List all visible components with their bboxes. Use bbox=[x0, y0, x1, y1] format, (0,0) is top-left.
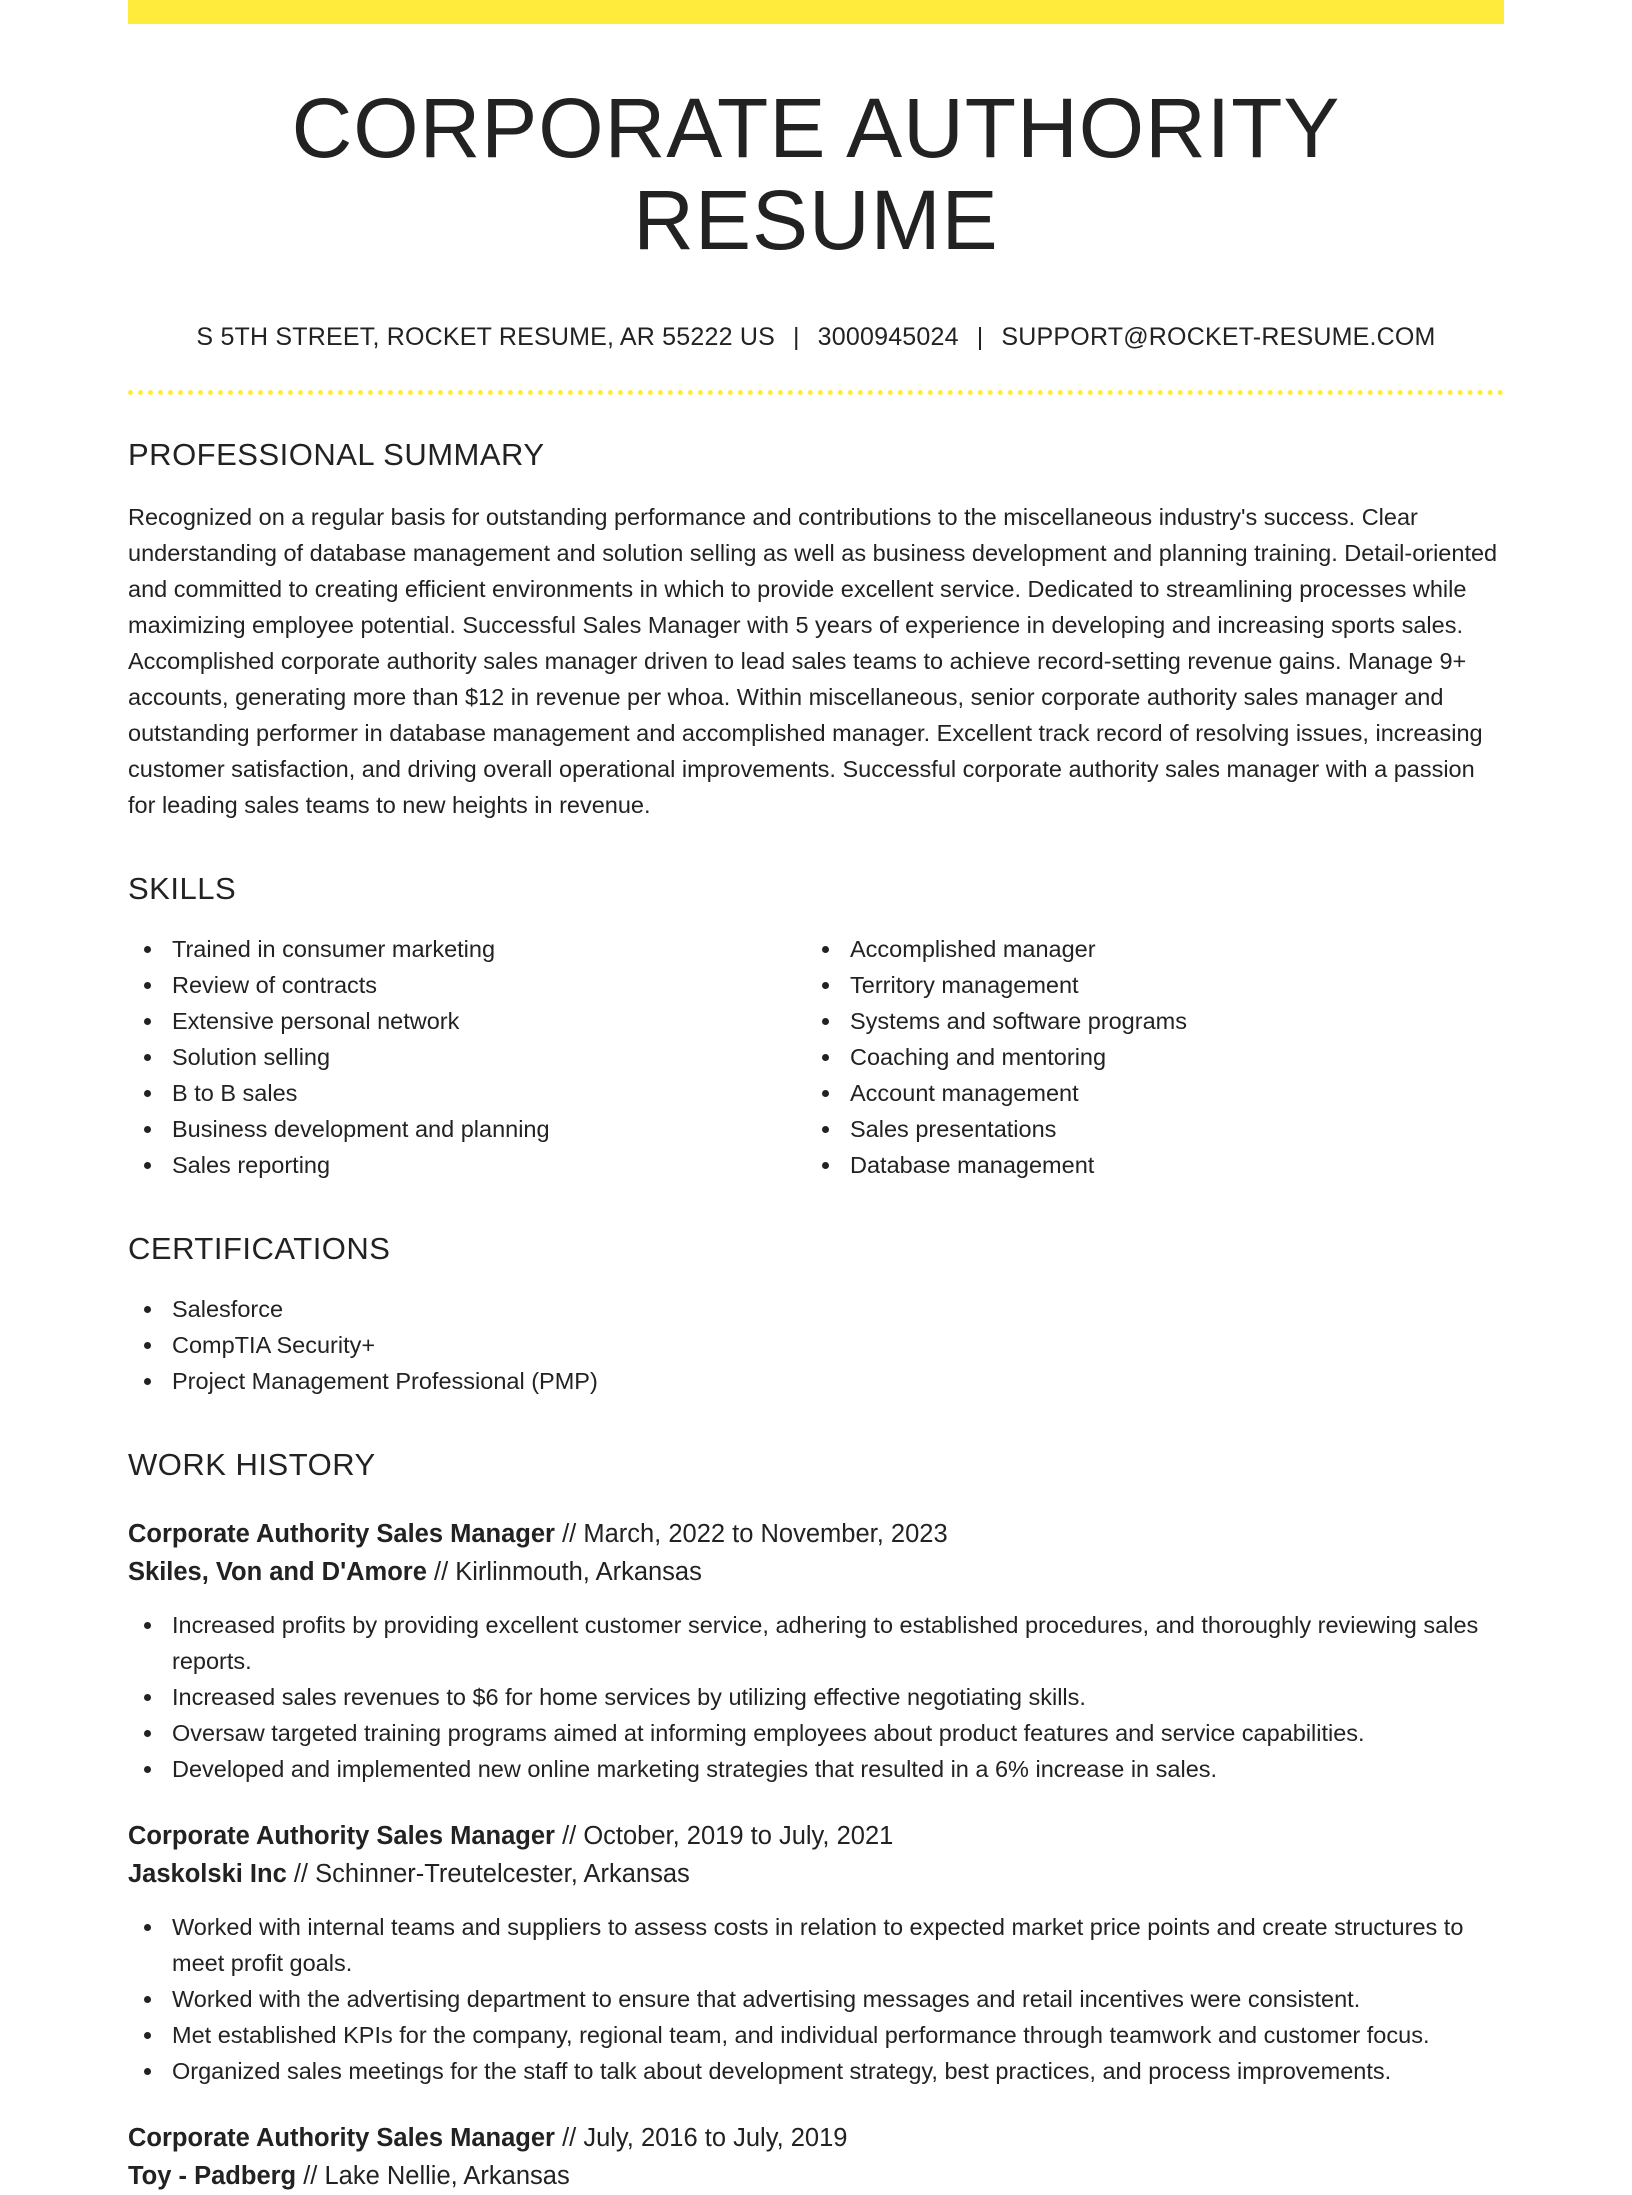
contact-line bbox=[128, 323, 1504, 352]
job-dates: // October, 2019 to July, 2021 bbox=[554, 1821, 894, 1850]
skill-item: Business development and planning bbox=[128, 1111, 806, 1147]
resume-page bbox=[128, 0, 1504, 2195]
job-bullet: Increased sales revenues to $6 for home services by utilizing effective negotiating skills. bbox=[128, 1679, 1504, 1715]
job-bullet: Worked with the advertising department to ensure that advertising messages and retail incentives were consistent. bbox=[128, 1981, 1504, 2017]
job-role: Corporate Authority Sales Manager bbox=[128, 1519, 555, 1548]
dotted-divider bbox=[128, 390, 1504, 395]
job-role-line bbox=[128, 1515, 1504, 1553]
summary-text: Recognized on a regular basis for outstanding performance and contributions to the miscellaneous industry's success. Clear understanding of database management and solution selling as well as business development and planning training. Detail-oriented and committed to creating efficient environments in which to provide excellent service. Dedicated to streamlining processes while maximizing employee potential. Successful Sales Manager with 5 years of experience in developing and increasing sports sales. Accomplished corporate authority sales manager driven to lead sales teams to achieve record-setting revenue gains. Manage 9+ accounts, generating more than $12 in revenue per whoa. Within miscellaneous, senior corporate authority sales manager and outstanding performer in database management and accomplished manager. Excellent track record of resolving issues, increasing customer satisfaction, and driving overall operational improvements. Successful corporate authority sales manager with a passion for leading sales teams to new heights in revenue. bbox=[128, 503, 1498, 818]
top-accent-bar bbox=[128, 0, 1504, 24]
job-bullet: Organized sales meetings for the staff to talk about development strategy, best practices, and process improvements. bbox=[128, 2053, 1504, 2089]
job-company: Toy - Padberg bbox=[128, 2161, 297, 2190]
job-bullets bbox=[128, 1909, 1504, 2089]
job-company-line bbox=[128, 2157, 1504, 2195]
skill-item: Accomplished manager bbox=[806, 931, 1484, 967]
job-bullet: Increased profits by providing excellent customer service, adhering to established procedures, and thoroughly reviewing sales reports. bbox=[128, 1607, 1504, 1679]
skill-item: Extensive personal network bbox=[128, 1003, 806, 1039]
certifications-list bbox=[128, 1291, 1504, 1399]
job-company-line bbox=[128, 1553, 1504, 1591]
skill-item: Review of contracts bbox=[128, 967, 806, 1003]
work-history-heading: WORK HISTORY bbox=[128, 1446, 376, 1482]
skills-left-column bbox=[128, 931, 806, 1183]
job-location: // Lake Nellie, Arkansas bbox=[296, 2161, 570, 2190]
job-location: // Kirlinmouth, Arkansas bbox=[426, 1557, 702, 1586]
job-bullet: Developed and implemented new online marketing strategies that resulted in a 6% increase in sales. bbox=[128, 1751, 1504, 1787]
contact-phone[interactable]: 3000945024 bbox=[817, 322, 959, 351]
job-entry bbox=[128, 2119, 1504, 2195]
job-company: Jaskolski Inc bbox=[128, 1859, 287, 1888]
resume-title: CORPORATE AUTHORITY RESUME bbox=[291, 81, 1341, 268]
skills-right-column bbox=[806, 931, 1484, 1183]
skill-item: Account management bbox=[806, 1075, 1484, 1111]
job-role: Corporate Authority Sales Manager bbox=[128, 2123, 555, 2152]
job-bullet: Oversaw targeted training programs aimed at informing employees about product features and service capabilities. bbox=[128, 1715, 1504, 1751]
job-dates: // July, 2016 to July, 2019 bbox=[554, 2123, 848, 2152]
skill-item: Solution selling bbox=[128, 1039, 806, 1075]
certification-item: CompTIA Security+ bbox=[128, 1327, 1504, 1363]
certifications-heading: CERTIFICATIONS bbox=[128, 1230, 391, 1266]
job-company-line bbox=[128, 1855, 1504, 1893]
job-role: Corporate Authority Sales Manager bbox=[128, 1821, 555, 1850]
skill-item: Systems and software programs bbox=[806, 1003, 1484, 1039]
skill-item: Sales presentations bbox=[806, 1111, 1484, 1147]
skills-list bbox=[128, 931, 1504, 1183]
skills-heading: SKILLS bbox=[128, 870, 237, 906]
contact-address: S 5TH STREET, ROCKET RESUME, AR 55222 US bbox=[196, 322, 775, 351]
skill-item: Database management bbox=[806, 1147, 1484, 1183]
job-bullet: Met established KPIs for the company, regional team, and individual performance through teamwork and customer focus. bbox=[128, 2017, 1504, 2053]
summary-heading: PROFESSIONAL SUMMARY bbox=[128, 436, 545, 472]
skill-item: Coaching and mentoring bbox=[806, 1039, 1484, 1075]
contact-separator: | bbox=[976, 322, 984, 351]
skill-item: Territory management bbox=[806, 967, 1484, 1003]
job-company: Skiles, Von and D'Amore bbox=[128, 1557, 427, 1586]
job-location: // Schinner-Treutelcester, Arkansas bbox=[286, 1859, 690, 1888]
contact-email[interactable]: SUPPORT@ROCKET-RESUME.COM bbox=[1001, 322, 1436, 351]
contact-separator: | bbox=[792, 322, 800, 351]
skill-item: B to B sales bbox=[128, 1075, 806, 1111]
certification-item: Project Management Professional (PMP) bbox=[128, 1363, 1504, 1399]
job-dates: // March, 2022 to November, 2023 bbox=[554, 1519, 948, 1548]
job-bullet: Worked with internal teams and suppliers to assess costs in relation to expected market price points and create structures to meet profit goals. bbox=[128, 1909, 1504, 1981]
job-role-line bbox=[128, 2119, 1504, 2157]
job-bullets bbox=[128, 1607, 1504, 1787]
job-role-line bbox=[128, 1817, 1504, 1855]
job-entry bbox=[128, 1817, 1504, 2089]
skill-item: Trained in consumer marketing bbox=[128, 931, 806, 967]
job-entry bbox=[128, 1515, 1504, 1787]
certification-item: Salesforce bbox=[128, 1291, 1504, 1327]
skill-item: Sales reporting bbox=[128, 1147, 806, 1183]
